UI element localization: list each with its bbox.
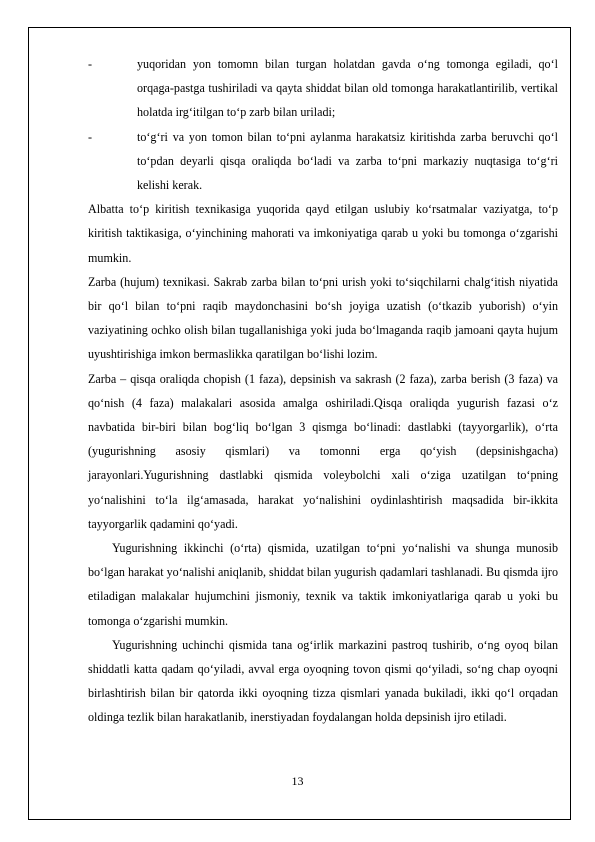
paragraph-attack-phases: Zarba – qisqa oraliqda chopish (1 faza), depsinish va sakrash (2 faza), zarba berish (3 faza) va qo‘nish (4 faza) malakalari asosida amalga oshiriladi.Qisqa oraliqda yugurish fazasi o‘z navbatida bir-biri bilan bog‘liq bo‘lgan 3 qismga bo‘linadi: dastlabki (tayyorgarlik), o‘rta (yugurishning asosiy qismlari) va tomonni erga qo‘yish (depsinishgacha) jarayonlari.Yugurishning dastlabki qismida voleybolchi xali o‘ziga uzatilgan to‘pning yo‘nalishini to‘la ilg‘amasada, harakat yo‘nalishini oydinlashtirish maqsadida bir-ikkita tayyorgarlik qadamini qo‘yadi. — [88, 371, 558, 531]
bullet-paragraph-2 — [88, 125, 558, 198]
paragraph-run-second-part: Yugurishning ikkinchi (o‘rta) qismida, uzatilgan to‘pni yo‘nalishi va shunga munosib bo‘lgan harakat yo‘nalishi aniqlanib, shiddat bilan yugurish qadamlari tashlanadi. Bu qismda ijro etiladigan malakalar hujumchini jismoniy, texnik va taktik imkoniyatlariga qarab u yoki bu tomonga o‘zgarishi mumkin. — [88, 541, 558, 628]
page-number: 13 — [291, 774, 304, 788]
paragraph-run-third-part: Yugurishning uchinchi qismida tana og‘irlik markazini pastroq tushirib, o‘ng oyoq bilan shiddatli katta qadam qo‘yiladi, avval erga oyoqning tovon qismi qo‘yiladi, so‘ng chap oyoqni birlashtirish bilan bir qatorda ikki oyoqning tizza qismlari yanada bukiladi, ikki qo‘l orqadan oldinga tezlik bilan harakatlanib, inerstiyadan foydalangan holda depsinish ijro etiladi. — [88, 637, 558, 725]
bullet-text-1: yuqoridan yon tomomn bilan turgan holatdan gavda o‘ng tomonga egiladi, qo‘l orqaga-pastga tushiriladi va qayta shiddat bilan old tomonga harakatlantirilib, vertikal holatda irg‘itilgan to‘p zarb bilan uriladi; — [137, 57, 558, 120]
paragraph-attack-technique: Zarba (hujum) texnikasi. Sakrab zarba bilan to‘pni urish yoki to‘siqchilarni chalg‘itish niyatida bir qo‘l bilan to‘pni raqib maydonchasini bo‘sh joyiga uzatish (o‘tkazib yuborish) o‘yin vaziyatining ochko olish bilan tugallanishiga yoki juda bo‘lmaganda raqib jamoani qayta hujum uyushtirishiga imkon bermaslikka qaratilgan bo‘lishi lozim. — [88, 274, 558, 362]
bullet-dash: - — [88, 129, 93, 144]
document-body — [88, 52, 558, 730]
bullet-dash: - — [88, 57, 93, 71]
bullet-paragraph-1 — [88, 52, 558, 125]
bullet-text-2: to‘g‘ri va yon tomon bilan to‘pni aylanma harakatsiz kiritishda zarba beruvchi qo‘l to‘pdan deyarli qisqa oraliqda bo‘ladi va zarba to‘pni markaziy nuqtasiga to‘g‘ri kelishi kerak. — [137, 129, 558, 193]
paragraph-serve-note: Albatta to‘p kiritish texnikasiga yuqorida qayd etilgan uslubiy ko‘rsatmalar vaziyatga, to‘p kiritish taktikasiga, o‘yinchining mahorati va imkoniyatiga qarab u yoki bu tomonga o‘zgarishi mumkin. — [88, 202, 558, 265]
